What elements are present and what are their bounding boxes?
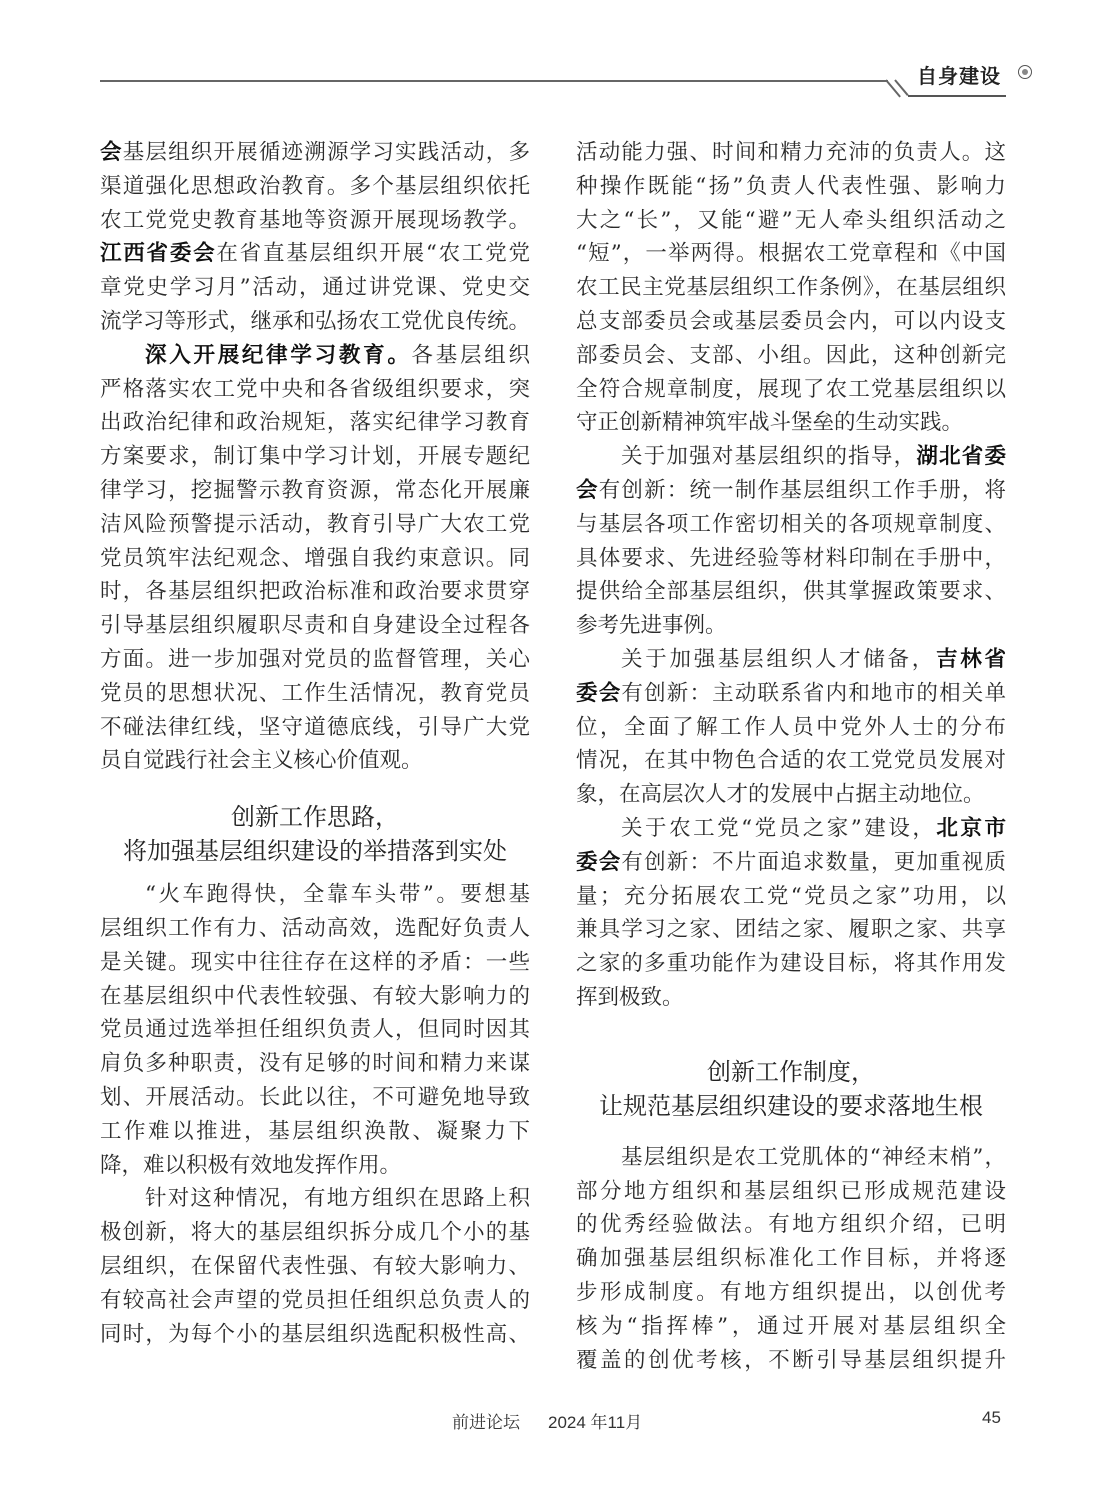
- line-text: 出政治纪律和政治规矩，落实纪律学习教育: [100, 410, 530, 436]
- line-text: 提供给全部基层组织，供其掌握政策要求、: [576, 579, 1006, 605]
- text-line: [576, 474, 1006, 508]
- line-text: 核为“指挥棒”，通过开展对基层组织全: [576, 1313, 1006, 1339]
- line-text: 之家的多重功能作为建设目标，将其作用发: [576, 951, 1006, 977]
- paragraph: [100, 878, 530, 1182]
- line-text: 党员筑牢法纪观念、增强自我约束意识。同: [100, 545, 530, 571]
- bold-lead: 委会: [576, 849, 622, 875]
- line-text: 章党史学习月”活动，通过讲党课、党史交: [100, 275, 530, 301]
- text-line: [100, 643, 530, 677]
- line-text: 挥到极致。: [576, 984, 684, 1010]
- line-text: 律学习，挖掘警示教育资源，常态化开展廉: [100, 477, 530, 503]
- bold-org: 吉林省: [936, 646, 1006, 672]
- text-line: [100, 878, 530, 912]
- bold-lead: 会: [100, 140, 123, 165]
- text-line: [100, 406, 530, 440]
- line-text: 层组织，在保留代表性强、有较大影响力、: [100, 1253, 530, 1279]
- text-line: [100, 1115, 530, 1149]
- issue-date: 2024 年11月: [548, 1413, 643, 1432]
- bullseye-icon: [1018, 65, 1032, 79]
- line-text: 量；充分拓展农工党“党员之家”功用，以: [576, 883, 1006, 909]
- line-text: 降，难以积极有效地发挥作用。: [100, 1152, 402, 1178]
- text-line: [100, 1047, 530, 1081]
- line-text: 兼具学习之家、团结之家、履职之家、共享: [576, 917, 1006, 943]
- text-line: [100, 237, 530, 271]
- text-line: [576, 271, 1006, 305]
- text-line: [100, 508, 530, 542]
- paragraph: [100, 339, 530, 778]
- paragraph: [576, 812, 1006, 1015]
- bold-lead: 会: [576, 477, 599, 503]
- line-text: 严格落实农工党中央和各省级组织要求，突: [100, 376, 530, 402]
- text-line: [576, 1208, 1006, 1242]
- line-text: 有创新：主动联系省内和地市的相关单: [621, 680, 1006, 706]
- line-text: 党员的思想状况、工作生活情况，教育党员: [100, 680, 530, 706]
- text-line: [576, 1344, 1006, 1378]
- line-text: 在省直基层组织开展“农工党党: [216, 241, 530, 267]
- text-line: [576, 1242, 1006, 1276]
- text-line: [576, 711, 1006, 745]
- line-text: 的优秀经验做法。有地方组织介绍，已明: [576, 1212, 1006, 1238]
- line-text: 具体要求、先进经验等材料印制在手册中，: [576, 545, 1006, 571]
- line-text: 全符合规章制度，展现了农工党基层组织以: [576, 376, 1006, 402]
- text-line: [576, 136, 1006, 170]
- line-text: 活动能力强、时间和精力充沛的负责人。这: [576, 140, 1006, 165]
- line-text: 时，各基层组织把政治标准和政治要求贯穿: [100, 579, 530, 605]
- line-text: 党员通过选举担任组织负责人，但同时因其: [100, 1017, 530, 1043]
- text-line: [576, 204, 1006, 238]
- line-text: 种操作既能“扬”负责人代表性强、影响力: [576, 173, 1006, 199]
- left-column: [100, 136, 530, 1351]
- text-line: [100, 204, 530, 238]
- text-line: [100, 136, 530, 170]
- line-text: 与基层各项工作密切相关的各项规章制度、: [576, 511, 1006, 537]
- heading-line: 创新工作制度，: [707, 1057, 875, 1086]
- line-text: 针对这种情况，有地方组织在思路上积: [145, 1186, 530, 1212]
- bold-lead: 深入开展纪律学习教育。: [145, 342, 412, 368]
- text-line: [100, 373, 530, 407]
- line-text: 极创新，将大的基层组织拆分成几个小的基: [100, 1220, 530, 1246]
- line-text: 部分地方组织和基层组织已形成规范建设: [576, 1178, 1006, 1204]
- text-line: [576, 508, 1006, 542]
- journal-name: 前进论坛: [452, 1413, 520, 1432]
- right-column: [576, 136, 1006, 1377]
- section-title: 自身建设: [917, 64, 1001, 88]
- line-text: 不碰法律红线，坚守道德底线，引导广大党: [100, 714, 530, 740]
- line-text: 情况，在其中物色合适的农工党党员发展对: [576, 748, 1006, 774]
- line-text: 大之“长”，又能“避”无人牵头组织活动之: [576, 207, 1006, 233]
- text-line: [100, 711, 530, 745]
- text-line: [100, 1149, 530, 1183]
- text-line: [100, 912, 530, 946]
- text-line: [576, 812, 1006, 846]
- text-line: [576, 1175, 1006, 1209]
- line-text: 步形成制度。有地方组织提出，以创优考: [576, 1279, 1006, 1305]
- line-text: 基层组织是农工党肌体的“神经末梢”，: [621, 1144, 1006, 1170]
- line-text: 洁风险预警提示活动，教育引导广大农工党: [100, 511, 530, 537]
- header-rule: [100, 80, 888, 82]
- text-line: [576, 677, 1006, 711]
- text-line: [100, 170, 530, 204]
- line-text: 基层组织开展循迹溯源学习实践活动，多: [122, 140, 530, 165]
- line-text: 参考先进事例。: [576, 613, 727, 639]
- line-text: 流学习等形式，继承和弘扬农工党优良传统。: [100, 308, 531, 334]
- text-line: [100, 339, 530, 373]
- line-text: 关于农工党“党员之家”建设，: [621, 815, 937, 841]
- text-line: [576, 947, 1006, 981]
- text-line: [576, 170, 1006, 204]
- line-text: 有创新：不片面追求数量，更加重视质: [621, 849, 1006, 875]
- text-line: [100, 609, 530, 643]
- text-line: [100, 271, 530, 305]
- line-text: 员自觉践行社会主义核心价值观。: [100, 748, 423, 774]
- paragraph: [100, 1182, 530, 1351]
- line-text: 方面。进一步加强对党员的监督管理，关心: [100, 646, 530, 672]
- text-line: [576, 609, 1006, 643]
- text-line: [576, 913, 1006, 947]
- text-line: [576, 846, 1006, 880]
- text-line: [576, 305, 1006, 339]
- text-line: [576, 440, 1006, 474]
- text-line: [576, 643, 1006, 677]
- line-text: 总支部委员会或基层委员会内，可以内设支: [576, 308, 1006, 334]
- text-line: [576, 1141, 1006, 1175]
- line-text: 工作难以推进，基层组织涣散、凝聚力下: [100, 1118, 530, 1144]
- text-line: [100, 1284, 530, 1318]
- text-line: [576, 575, 1006, 609]
- line-text: 确加强基层组织标准化工作目标，并将逐: [576, 1246, 1006, 1272]
- text-line: [100, 1081, 530, 1115]
- heading-line: 将加强基层组织建设的举措落到实处: [123, 837, 507, 866]
- bold-lead: 委会: [576, 680, 622, 706]
- line-text: 象，在高层次人才的发展中占据主动地位。: [576, 782, 985, 808]
- line-text: 部委员会、支部、小组。因此，这种创新完: [576, 342, 1006, 368]
- section-heading: [100, 800, 530, 868]
- text-line: [100, 305, 530, 339]
- line-text: 肩负多种职责，没有足够的时间和精力来谋: [100, 1051, 530, 1077]
- text-line: [100, 440, 530, 474]
- text-line: [576, 744, 1006, 778]
- text-line: [100, 474, 530, 508]
- text-line: [100, 677, 530, 711]
- text-line: [100, 1318, 530, 1352]
- line-text: 划、开展活动。长此以往，不可避免地导致: [100, 1084, 530, 1110]
- line-text: 关于加强基层组织人才储备，: [621, 646, 937, 672]
- line-text: 方案要求，制订集中学习计划，开展专题纪: [100, 444, 530, 470]
- text-line: [576, 1310, 1006, 1344]
- bold-org: 湖北省委: [916, 444, 1006, 470]
- text-line: [100, 1182, 530, 1216]
- text-line: [100, 1250, 530, 1284]
- line-text: “火车跑得快，全靠车头带”。要想基: [145, 882, 530, 908]
- line-text: 覆盖的创优考核，不断引导基层组织提升: [576, 1347, 1006, 1373]
- paragraph: [576, 1141, 1006, 1378]
- line-text: 位，全面了解工作人员中党外人士的分布: [576, 714, 1006, 740]
- paragraph: [576, 136, 1006, 440]
- heading-line: 让规范基层组织建设的要求落地生根: [599, 1091, 983, 1120]
- text-line: [576, 1276, 1006, 1310]
- text-line: [100, 1013, 530, 1047]
- line-text: 各基层组织: [411, 342, 530, 368]
- paragraph: [576, 643, 1006, 812]
- line-text: 引导基层组织履职尽责和自身建设全过程各: [100, 613, 530, 639]
- text-line: [576, 880, 1006, 914]
- text-line: [576, 778, 1006, 812]
- text-line: [100, 744, 530, 778]
- bold-lead: 江西省委会: [100, 241, 217, 267]
- line-text: 有创新：统一制作基层组织工作手册，将: [598, 477, 1006, 503]
- text-line: [576, 981, 1006, 1015]
- line-text: 关于加强对基层组织的指导，: [621, 444, 917, 470]
- text-line: [100, 575, 530, 609]
- text-line: [576, 406, 1006, 440]
- heading-line: 创新工作思路，: [231, 803, 399, 832]
- text-line: [576, 542, 1006, 576]
- text-line: [100, 946, 530, 980]
- line-text: 在基层组织中代表性较强、有较大影响力的: [100, 983, 530, 1009]
- line-text: 守正创新精神筑牢战斗堡垒的生动实践。: [576, 410, 964, 436]
- line-text: 有较高社会声望的党员担任组织总负责人的: [100, 1287, 530, 1313]
- text-line: [100, 1216, 530, 1250]
- paragraph: [100, 136, 530, 339]
- text-line: [576, 373, 1006, 407]
- text-line: [100, 980, 530, 1014]
- section-heading: [576, 1055, 1006, 1123]
- line-text: 是关键。现实中往往存在这样的矛盾：一些: [100, 949, 530, 975]
- page-number: 45: [982, 1408, 1001, 1427]
- text-line: [576, 237, 1006, 271]
- line-text: 层组织工作有力、活动高效，选配好负责人: [100, 915, 530, 941]
- text-line: [100, 542, 530, 576]
- line-text: 渠道强化思想政治教育。多个基层组织依托: [100, 173, 530, 199]
- header-rule-right: [908, 95, 1006, 97]
- line-text: 同时，为每个小的基层组织选配积极性高、: [100, 1321, 530, 1347]
- paragraph: [576, 440, 1006, 643]
- text-line: [576, 339, 1006, 373]
- line-text: 农工党党史教育基地等资源开展现场教学。: [100, 207, 530, 233]
- line-text: 农工民主党基层组织工作条例》，在基层组织: [576, 275, 1006, 301]
- bold-org: 北京市: [936, 815, 1006, 841]
- line-text: “短”，一举两得。根据农工党章程和《中国: [576, 241, 1006, 267]
